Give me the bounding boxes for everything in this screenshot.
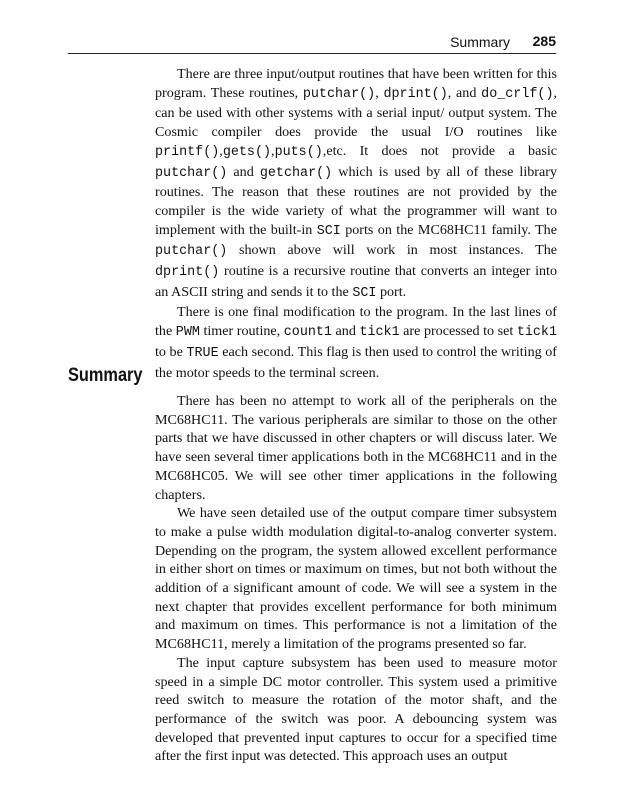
code-putchar: putchar() <box>155 165 228 181</box>
code-dprint: dprint() <box>383 86 448 102</box>
page-number: 285 <box>532 33 556 49</box>
section-heading: Summary <box>68 365 143 386</box>
code-true: TRUE <box>186 345 219 361</box>
code-pwm: PWM <box>175 325 200 341</box>
code-sci: SCI <box>316 223 341 239</box>
paragraph-io-routines: There are three input/output routines that have been written for this program. These routines, putchar(), dprint(), and do_crlf(), can be used with other systems with a serial input/ output system. The Cosmic compiler does provide the usual I/O routines like printf(),gets(),puts(),etc. It does not provide a basic putchar() and getchar() which is used by all of these library routines. The reason that these routines are not provided by the compiler is the wide variety of what the programmer will want to implement with the built-in SCI ports on the MC68HC11 family. The putchar() shown above will work in most instances. The dprint() routine is a recursive routine that converts an integer into an ASCII string and sends it to the SCI port. <box>155 66 558 301</box>
running-title: Summary <box>450 34 510 50</box>
code-gets: gets() <box>222 144 272 160</box>
code-putchar: putchar() <box>302 86 376 102</box>
intro-text-block <box>155 65 557 382</box>
code-putchar: putchar() <box>155 244 228 260</box>
paragraph-summary-peripherals: There has been no attempt to work all of the peripherals on the MC68HC11. The various peripherals are similar to those on the other parts that we have discussed in other chapters or will discuss later. We have seen several timer applications both in the MC68HC11 and in the MC68HC05. We will see other timer applications in the following chapters. <box>155 393 557 503</box>
paragraph-pwm-modification: There is one final modification to the program. In the last lines of the PWM timer routine, count1 and tick1 are processed to set tick1 to be TRUE each second. This flag is then used to control the writing of the motor speeds to the terminal screen. <box>155 304 558 381</box>
code-sci: SCI <box>352 285 377 301</box>
code-tick1: tick1 <box>359 325 400 341</box>
paragraph-summary-output-compare: We have seen detailed use of the output compare timer subsystem to make a pulse width modulation digital-to-analog converter system. Depending on the program, the system allowed excellent performance in either short on times or maximum on times, but not both without the addition of a significant amount of code. We will see a system in the next chapter that provides excellent performance for both minimum and maximum on times. This performance is not a limitation of the MC68HC11, merely a limitation of the programs presented so far. <box>155 505 557 653</box>
paragraph-summary-input-capture: The input capture subsystem has been used to measure motor speed in a simple DC motor controller. This system used a primitive reed switch to measure the rotation of the motor shaft, and the performance of the switch was poor. A debouncing system was developed that prevented input captures to occur for a specified time after the first input was detected. This approach uses an output <box>155 654 557 765</box>
code-printf: printf() <box>155 144 220 160</box>
code-getchar: getchar() <box>259 165 333 181</box>
page-header <box>68 33 556 54</box>
summary-text-block <box>155 392 557 766</box>
code-tick1: tick1 <box>516 325 557 341</box>
code-dprint: dprint() <box>155 265 220 281</box>
code-puts: puts() <box>274 144 323 160</box>
code-count1: count1 <box>283 325 332 341</box>
code-do-crlf: do_crlf() <box>481 86 554 102</box>
